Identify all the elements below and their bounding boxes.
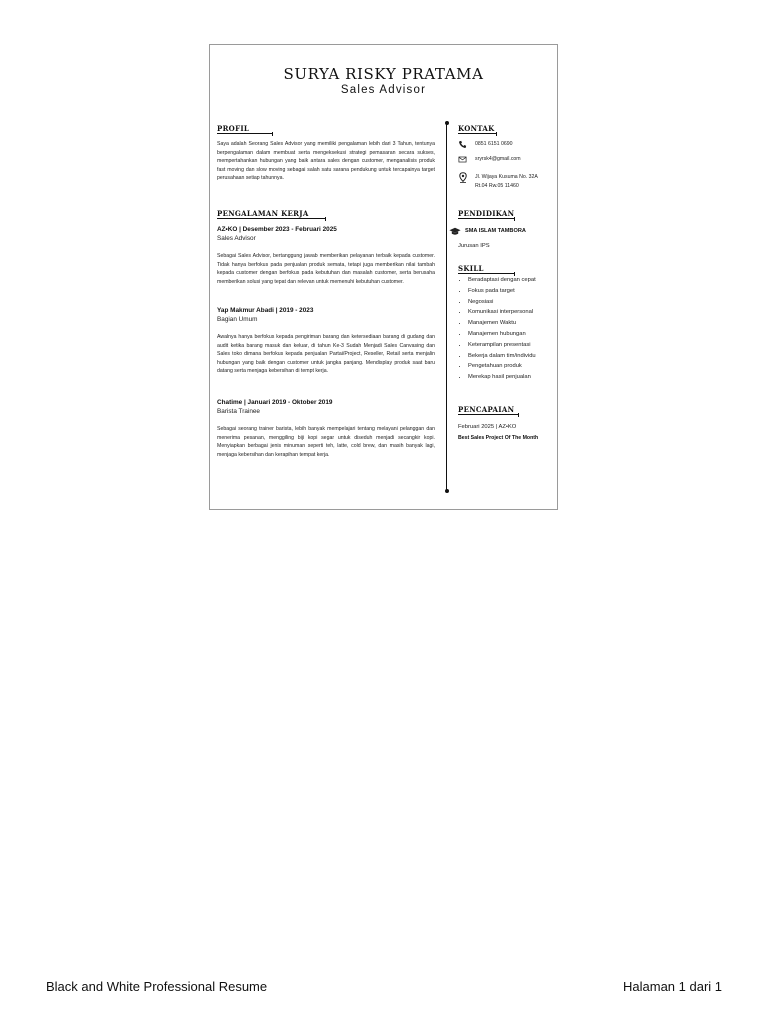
contact-address-line1: Jl. Wijaya Kusuma No. 32A bbox=[475, 174, 538, 180]
skill-item: • Fokus pada target bbox=[468, 286, 536, 297]
job-heading: Yap Makmur Abadi | 2019 - 2023 bbox=[217, 307, 314, 314]
graduation-cap-icon bbox=[449, 227, 461, 236]
skill-list bbox=[458, 275, 536, 383]
contact-phone: 0851 6151 0690 bbox=[475, 141, 513, 147]
contact-address-line2: Rt.04 Rw.05 11460 bbox=[475, 183, 519, 189]
education-school: SMA ISLAM TAMBORA bbox=[465, 228, 526, 234]
achievement-rule bbox=[458, 414, 518, 415]
skill-item: • Komunikasi interpersonal bbox=[468, 307, 536, 318]
footer-document-title: Black and White Professional Resume bbox=[46, 979, 268, 994]
skill-item: • Bekerja dalam tim/individu bbox=[468, 351, 536, 362]
profile-text: Saya adalah Seorang Sales Advisor yang memiliki pengalaman lebih dari 3 Tahun, tentunya berpengalaman dalam membuat serta mengeksekusi strategi pemasaran secara sukses, mempertahankan hubungan yang baik antara sales dengan customer, menganalisis produk fast moving dan slow moving sebagai salah satu sarana pendukung untuk tercapainya target perusahaan setiap tahunnya. bbox=[217, 141, 435, 181]
education-title: PENDIDIKAN bbox=[458, 209, 515, 218]
job-heading: Chatime | Januari 2019 - Oktober 2019 bbox=[217, 399, 333, 406]
job-position: Sales Advisor bbox=[217, 235, 256, 242]
profile-title: PROFIL bbox=[217, 124, 250, 133]
mail-icon bbox=[458, 155, 467, 164]
job-position: Barista Trainee bbox=[217, 408, 260, 415]
achievement-date: Februari 2025 | AZ•KO bbox=[458, 424, 517, 430]
job-description: Sebagai Sales Advisor, bertanggung jawab memberikan pelayanan terbaik kepada customer. Tidak hanya berfokus pada penjualan produk semata, tetapi juga memberikan nilai tambah kepada customer dengan berfokus pada kebutuhan dan masalah customer, serta berusaha memberikan solusi yang tepat dan relevan untuk memenuhi kebutuhan customer. bbox=[217, 253, 435, 285]
experience-rule bbox=[217, 218, 325, 219]
job-position: Bagian Umum bbox=[217, 316, 258, 323]
skill-title: SKILL bbox=[458, 264, 484, 273]
achievement-title: PENCAPAIAN bbox=[458, 405, 515, 414]
skill-item: • Merekap hasil penjualan bbox=[468, 372, 536, 383]
job-description: Sebagai seorang trainer barista, lebih banyak mempelajari tentang melayani pelanggan dan menerima pesanan, menggiling biji kopi segar untuk diseduh menjadi secangkir kopi. Menyiapkan berbagai jenis minuman seperti teh, latte, cold brew, dan masih banyak lagi, menjaga kebersihan dan kerapihan tempat kerja. bbox=[217, 426, 435, 458]
job-heading: AZ•KO | Desember 2023 - Februari 2025 bbox=[217, 226, 337, 233]
location-icon bbox=[458, 172, 468, 183]
experience-title: PENGALAMAN KERJA bbox=[217, 209, 309, 218]
achievement-text: Best Sales Project Of The Month bbox=[458, 435, 539, 441]
profile-rule bbox=[217, 133, 272, 134]
education-rule bbox=[458, 218, 514, 219]
resume-sheet bbox=[209, 44, 558, 510]
skill-rule bbox=[458, 273, 514, 274]
contact-email: sryrsk4@gmail.com bbox=[475, 156, 521, 162]
skill-item: • Manajemen Waktu bbox=[468, 318, 536, 329]
contact-rule bbox=[458, 133, 496, 134]
skill-item: • Negosiasi bbox=[468, 297, 536, 308]
resume-role: Sales Advisor bbox=[340, 84, 427, 96]
skill-item: • Pengetahuan produk bbox=[468, 361, 536, 372]
resume-name: SURYA RISKY PRATAMA bbox=[283, 65, 484, 83]
contact-title: KONTAK bbox=[458, 124, 495, 133]
skill-item: • Beradaptasi dengan cepat bbox=[468, 275, 536, 286]
education-major: Jurusan IPS bbox=[458, 243, 490, 249]
phone-icon bbox=[458, 140, 467, 149]
column-divider bbox=[446, 123, 447, 491]
job-description: Awalnya hanya berfokus kepada pengiriman barang dan ketersediaan barang di gudang dan audit ketika barang masuk dan keluar, di tahun Ke-3 Sudah Menjadi Sales Canvasing dan Sales toko dimana berfokus kepada penjualan Partai/Project, Reseller, Retail serta menjalin hubungan yang baik dengan customer untuk jangka panjang. Mendisplay produk saat baru datang serta menjaga kebersihan di tempt kerja. bbox=[217, 334, 435, 374]
skill-item: • Keterampilan presentasi bbox=[468, 340, 536, 351]
footer-page-indicator: Halaman 1 dari 1 bbox=[623, 979, 722, 994]
skill-item: • Manajemen hubungan bbox=[468, 329, 536, 340]
